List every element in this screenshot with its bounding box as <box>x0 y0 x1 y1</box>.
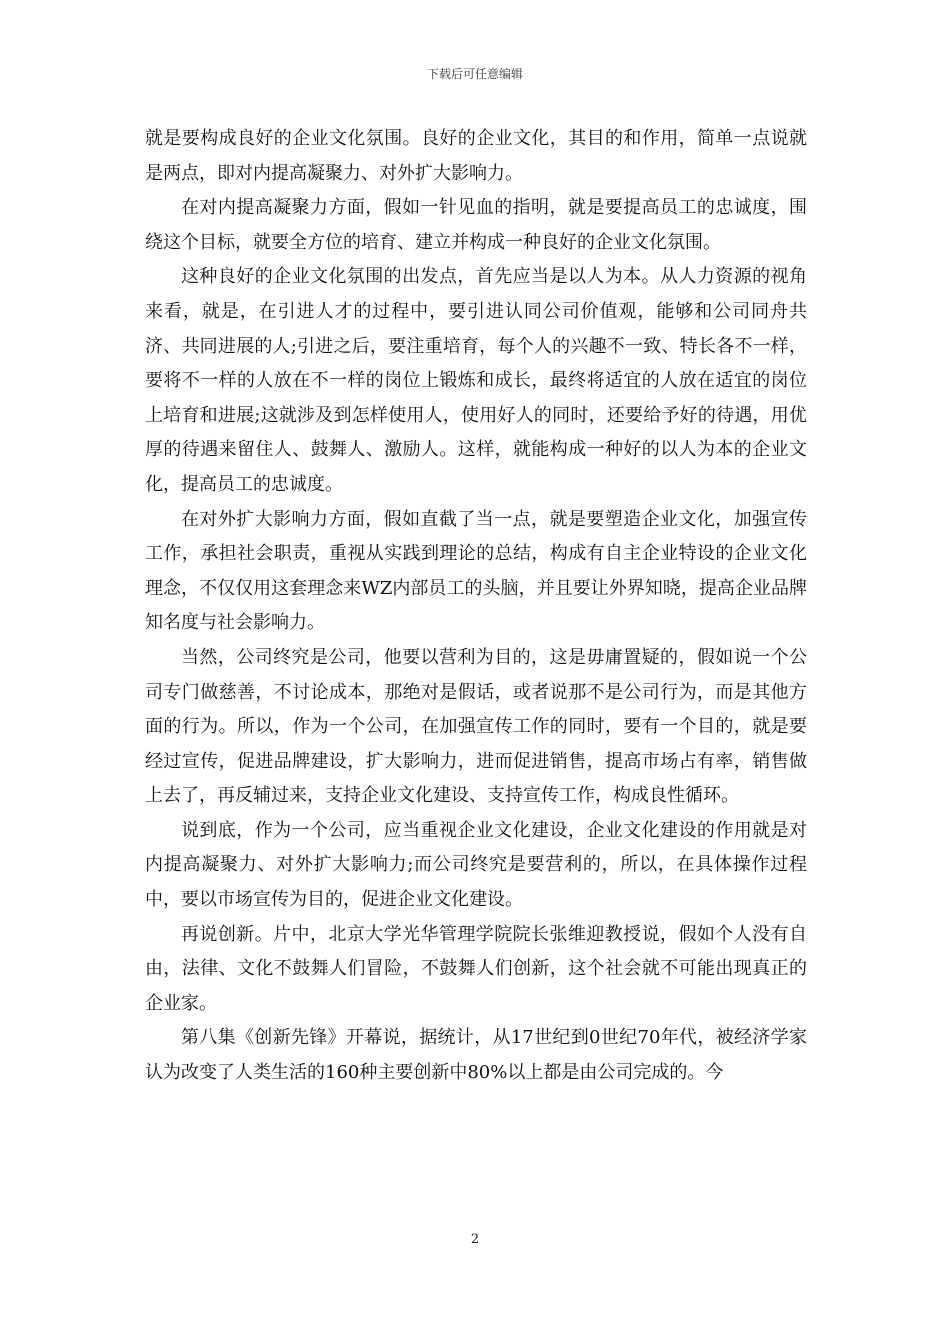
page-header: 下载后可任意编辑 <box>426 67 523 81</box>
paragraph-5: 当然，公司终究是公司，他要以营利为目的，这是毋庸置疑的，假如说一个公司专门做慈善，不讨论成本，那绝对是假话，或者说那不是公司行为，而是其他方面的行为。所以，作为一个公司，在加强宣传工作的同时，要有一个目的，就是要经过宣传，促进品牌建设，扩大影响力，进而促进销售，提高市场占有率，销售做上去了，再反辅过来，支持企业文化建设、支持宣传工作，构成良性循环。 <box>145 646 807 807</box>
paragraph-3: 这种良好的企业文化氛围的出发点，首先应当是以人为本。从人力资源的视角来看，就是，在引进人才的过程中，要引进认同公司价值观，能够和公司同舟共济、共同进展的人;引进之后，要注重培育，每个人的兴趣不一致、特长各不一样，要将不一样的人放在不一样的岗位上锻炼和成长，最终将适宜的人放在适宜的岗位上培育和进展;这就涉及到怎样使用人，使用好人的同时，还要给予好的待遇，用优厚的待遇来留住人、鼓舞人、激励人。这样，就能构成一种好的以人为本的企业文化，提高员工的忠诚度。 <box>145 266 807 495</box>
paragraph-1: 就是要构成良好的企业文化氛围。良好的企业文化，其目的和作用，简单一点说就是两点，即对内提高凝聚力、对外扩大影响力。 <box>145 128 807 184</box>
paragraph-6: 说到底，作为一个公司，应当重视企业文化建设，企业文化建设的作用就是对内提高凝聚力、对外扩大影响力;而公司终究是要营利的，所以，在具体操作过程中，要以市场宣传为目的，促进企业文化建设。 <box>145 819 807 911</box>
paragraph-8: 第八集《创新先锋》开幕说，据统计，从17世纪到0世纪70年代，被经济学家认为改变了人类生活的160种主要创新中80%以上都是由公司完成的。今 <box>145 1027 807 1084</box>
page-number: 2 <box>470 1232 480 1247</box>
paragraph-4: 在对外扩大影响力方面，假如直截了当一点，就是要塑造企业文化，加强宣传工作，承担社会职责，重视从实践到理论的总结，构成有自主企业特设的企业文化理念，不仅仅用这套理念来WZ内部员工的头脑，并且要让外界知晓，提高企业品牌知名度与社会影响力。 <box>145 508 807 634</box>
document-body <box>145 122 807 1091</box>
paragraph-7: 再说创新。片中，北京大学光华管理学院院长张维迎教授说，假如个人没有自由，法律、文化不鼓舞人们冒险，不鼓舞人们创新，这个社会就不可能出现真正的企业家。 <box>145 923 807 1014</box>
paragraph-2: 在对内提高凝聚力方面，假如一针见血的指明，就是要提高员工的忠诚度，围绕这个目标，就要全方位的培育、建立并构成一种良好的企业文化氛围。 <box>145 197 807 253</box>
